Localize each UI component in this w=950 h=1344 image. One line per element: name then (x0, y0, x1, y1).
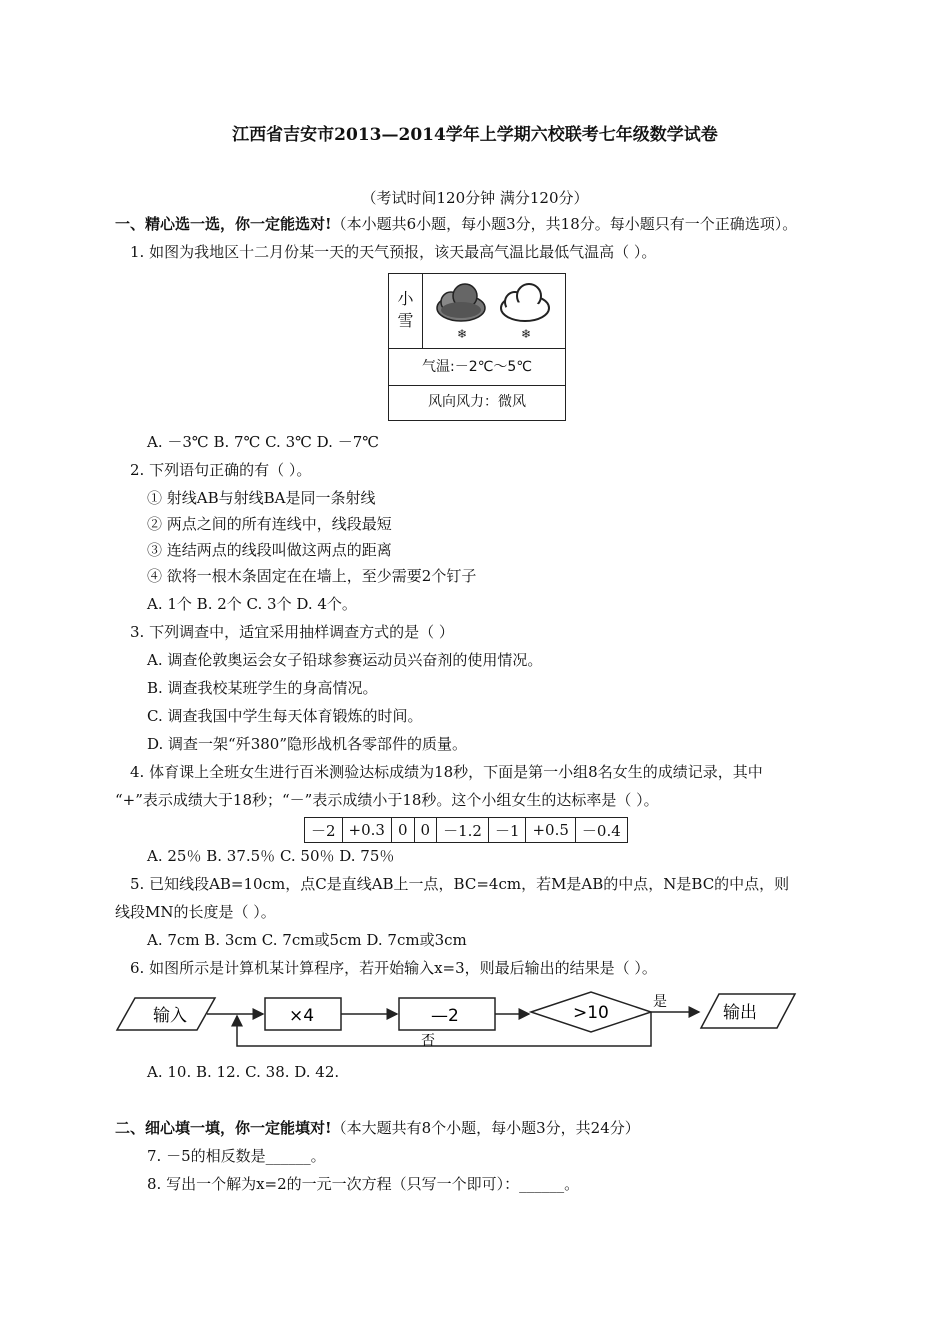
q3-item: B. 调查我校某班学生的身高情况。 (147, 679, 378, 697)
yes-label: 是 (653, 994, 667, 1010)
snow-cloud-outline-icon (501, 284, 549, 341)
q2-item: ④ 欲将一根木条固定在在墙上，至少需要2个钉子 (147, 567, 477, 585)
section2-heading: 二、细心填一填，你一定能填对! (115, 1119, 332, 1137)
q5-line1: 5. 已知线段AB=10cm，点C是直线AB上一点，BC=4cm，若M是AB的中点，N是BC的中点，则 (130, 875, 790, 893)
q5-options: A. 7cm B. 3cm C. 7cm或5cm D. 7cm或3cm (147, 931, 467, 949)
weather-wind: 风向风力：微风 (428, 394, 526, 410)
scores-table (304, 817, 628, 843)
svg-text:❄: ❄ (457, 327, 468, 341)
output-label: 输出 (723, 1003, 757, 1023)
table-cell: 0 (391, 818, 414, 843)
q2-item: ② 两点之间的所有连线中，线段最短 (147, 515, 392, 533)
snow-cloud-icons (429, 280, 559, 344)
weather-forecast-box (388, 273, 566, 421)
svg-text:❄: ❄ (521, 327, 532, 341)
section1-header (115, 214, 797, 234)
table-cell: －1 (488, 818, 526, 843)
q2-item: ① 射线AB与射线BA是同一条射线 (147, 489, 376, 507)
table-row (305, 818, 628, 843)
q3-item: D. 调查一架“歼380”隐形战机各零部件的质量。 (147, 735, 467, 753)
q3-item: A. 调查伦敦奥运会女子铅球参赛运动员兴奋剂的使用情况。 (147, 651, 543, 669)
table-cell: +0.3 (342, 818, 391, 843)
q4-options: A. 25％ B. 37.5％ C. 50％ D. 75％ (147, 847, 395, 865)
table-cell: +0.5 (526, 818, 575, 843)
subtract-label: —2 (431, 1006, 459, 1026)
weather-temperature: 气温:－2℃～5℃ (389, 349, 565, 386)
q7-text: 7. －5的相反数是______。 (147, 1147, 326, 1165)
q2-item: ③ 连结两点的线段叫做这两点的距离 (147, 541, 392, 559)
q6-options: A. 10. B. 12. C. 38. D. 42. (147, 1063, 340, 1081)
q4-line2: “+”表示成绩大于18秒；“－”表示成绩小于18秒。这个小组女生的达标率是（ ）。 (115, 791, 659, 809)
exam-info: （考试时间120分钟 满分120分） (361, 189, 589, 207)
page-title: 江西省吉安市2013—2014学年上学期六校联考七年级数学试卷 (232, 125, 718, 145)
q3-item: C. 调查我国中学生每天体育锻炼的时间。 (147, 707, 423, 725)
weather-row-condition (389, 274, 565, 349)
q6-text: 6. 如图所示是计算机某计算程序，若开始输入x=3，则最后输出的结果是（ ）。 (130, 959, 657, 977)
condition-label: >10 (573, 1003, 609, 1023)
weather-label (389, 274, 423, 348)
table-cell: 0 (414, 818, 437, 843)
flowchart (115, 990, 815, 1052)
snow-cloud-icon (437, 284, 485, 341)
q1-options: A. －3℃ B. 7℃ C. 3℃ D. －7℃ (147, 433, 380, 451)
q2-text: 2. 下列语句正确的有（ ）。 (130, 461, 312, 479)
q4-line1: 4. 体育课上全班女生进行百米测验达标成绩为18秒，下面是第一小组8名女生的成绩记录，其中 (130, 763, 763, 781)
q2-options: A. 1个 B. 2个 C. 3个 D. 4个。 (147, 595, 357, 613)
table-cell: －1.2 (437, 818, 489, 843)
multiply-label: ×4 (289, 1006, 315, 1026)
section1-heading: 一、精心选一选，你一定能选对! (115, 215, 332, 233)
table-cell: －2 (305, 818, 343, 843)
section2-header (115, 1118, 640, 1138)
input-label: 输入 (153, 1006, 187, 1026)
section2-note: （本大题共有8个小题，每小题3分，共24分） (331, 1119, 640, 1137)
q1-text: 1. 如图为我地区十二月份某一天的天气预报，该天最高气温比最低气温高（ ）。 (130, 243, 657, 261)
section1-note: （本小题共6小题，每小题3分，共18分。每小题只有一个正确选项）。 (331, 215, 798, 233)
q3-text: 3. 下列调查中，适宜采用抽样调查方式的是（ ） (130, 623, 454, 641)
table-cell: －0.4 (575, 818, 627, 843)
q5-line2: 线段MN的长度是（ ）。 (115, 903, 276, 921)
no-label: 否 (421, 1033, 435, 1049)
q8-text: 8. 写出一个解为x=2的一元一次方程（只写一个即可）：______。 (147, 1175, 580, 1193)
weather-label-text: 小雪 (397, 289, 414, 330)
